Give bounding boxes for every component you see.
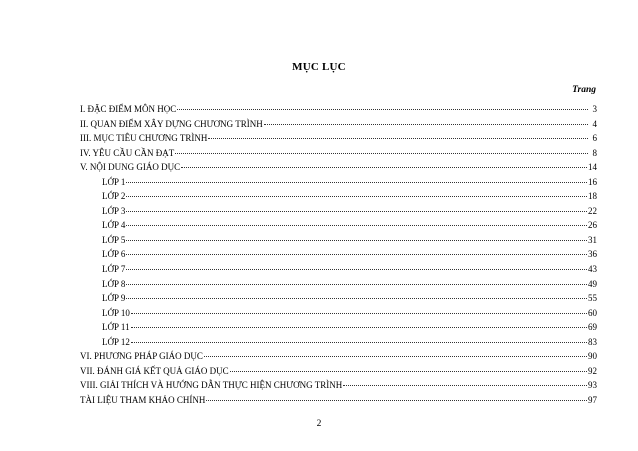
toc-entry[interactable]	[80, 131, 597, 146]
leader-dots	[204, 356, 587, 357]
toc-entry-page: 49	[588, 278, 597, 289]
toc-entry-page: 55	[588, 293, 597, 304]
toc-entry-page: 18	[588, 191, 597, 202]
leader-dots	[175, 153, 588, 154]
toc-entry-page: 36	[588, 249, 597, 260]
toc-entry-page: 97	[588, 394, 597, 405]
toc-entry-label: I. ĐẶC ĐIỂM MÔN HỌC	[80, 104, 177, 114]
toc-entry-label: VII. ĐÁNH GIÁ KẾT QUẢ GIÁO DỤC	[80, 365, 229, 376]
toc-subentry[interactable]	[80, 189, 597, 204]
toc-entry-page: 43	[588, 264, 597, 275]
toc-entry-page: 92	[588, 365, 597, 376]
toc-entry[interactable]	[80, 160, 597, 175]
leader-dots	[126, 211, 587, 212]
toc-entry-label: III. MỤC TIÊU CHƯƠNG TRÌNH	[80, 133, 208, 144]
leader-dots	[208, 138, 588, 139]
toc-subentry[interactable]	[80, 291, 597, 306]
toc-entry-label: LỚP 9	[102, 293, 126, 304]
leader-dots	[126, 225, 587, 226]
leader-dots	[126, 182, 587, 183]
toc-entry-label: LỚP 1	[102, 176, 126, 187]
leader-dots	[343, 385, 587, 386]
toc-entry-label: LỚP 8	[102, 278, 126, 289]
toc-subentry[interactable]	[80, 335, 597, 350]
toc-subentry[interactable]	[80, 320, 597, 335]
toc-entry-page: 3	[592, 104, 597, 114]
toc-subentry[interactable]	[80, 306, 597, 321]
toc-entry-label: LỚP 5	[102, 234, 126, 245]
toc-entry-page: 69	[588, 322, 597, 333]
page-title: MỤC LỤC	[292, 61, 346, 73]
toc-entry-page: 60	[588, 307, 597, 318]
table-of-contents	[80, 102, 597, 407]
toc-entry-page: 31	[588, 234, 597, 245]
toc-entry-page: 22	[588, 205, 597, 216]
toc-entry[interactable]	[80, 117, 597, 132]
toc-subentry[interactable]	[80, 233, 597, 248]
toc-entry-page: 4	[592, 118, 597, 129]
toc-entry-page: 8	[592, 147, 597, 158]
leader-dots	[126, 196, 587, 197]
leader-dots	[177, 109, 588, 110]
toc-entry[interactable]	[80, 349, 597, 364]
leader-dots	[126, 254, 587, 255]
leader-dots	[126, 298, 587, 299]
toc-entry-label: VIII. GIẢI THÍCH VÀ HƯỚNG DẪN THỰC HIỆN CHƯƠNG TRÌNH	[80, 380, 343, 391]
toc-entry-label: II. QUAN ĐIỂM XÂY DỰNG CHƯƠNG TRÌNH	[80, 118, 263, 129]
toc-entry-label: VI. PHƯƠNG PHÁP GIÁO DỤC	[80, 351, 203, 362]
leader-dots	[131, 313, 587, 314]
page-number: 2	[316, 419, 322, 429]
toc-entry-page: 6	[592, 133, 597, 144]
toc-entry-page: 14	[588, 162, 597, 173]
toc-entry-label: V. NỘI DUNG GIÁO DỤC	[80, 162, 181, 173]
toc-entry-page: 16	[588, 176, 597, 187]
page-column-header: Trang	[572, 85, 596, 95]
toc-entry-label: LỚP 10	[102, 307, 130, 318]
leader-dots	[126, 240, 587, 241]
toc-entry[interactable]	[80, 378, 597, 393]
toc-entry-label: TÀI LIỆU THAM KHẢO CHÍNH	[80, 394, 206, 405]
leader-dots	[131, 327, 587, 328]
leader-dots	[131, 342, 587, 343]
toc-entry[interactable]	[80, 102, 597, 117]
toc-subentry[interactable]	[80, 262, 597, 277]
toc-entry-page: 93	[588, 380, 597, 391]
toc-entry-label: LỚP 4	[102, 220, 126, 231]
leader-dots	[230, 371, 587, 372]
toc-entry-label: LỚP 2	[102, 191, 126, 202]
leader-dots	[181, 167, 587, 168]
toc-entry-label: IV. YÊU CẦU CẦN ĐẠT	[80, 147, 175, 158]
toc-entry-page: 83	[588, 336, 597, 347]
toc-entry-label: LỚP 12	[102, 336, 130, 347]
toc-entry[interactable]	[80, 364, 597, 379]
leader-dots	[126, 269, 587, 270]
toc-subentry[interactable]	[80, 175, 597, 190]
toc-entry-page: 90	[588, 351, 597, 362]
toc-entry-page: 26	[588, 220, 597, 231]
toc-entry-label: LỚP 3	[102, 205, 126, 216]
toc-entry-label: LỚP 7	[102, 264, 126, 275]
toc-entry-label: LỚP 6	[102, 249, 126, 260]
toc-entry-label: LỚP 11	[102, 322, 130, 333]
toc-entry[interactable]	[80, 393, 597, 408]
leader-dots	[126, 284, 587, 285]
toc-entry[interactable]	[80, 146, 597, 161]
leader-dots	[206, 400, 587, 401]
toc-subentry[interactable]	[80, 277, 597, 292]
toc-subentry[interactable]	[80, 247, 597, 262]
toc-subentry[interactable]	[80, 204, 597, 219]
toc-subentry[interactable]	[80, 218, 597, 233]
leader-dots	[264, 124, 588, 125]
